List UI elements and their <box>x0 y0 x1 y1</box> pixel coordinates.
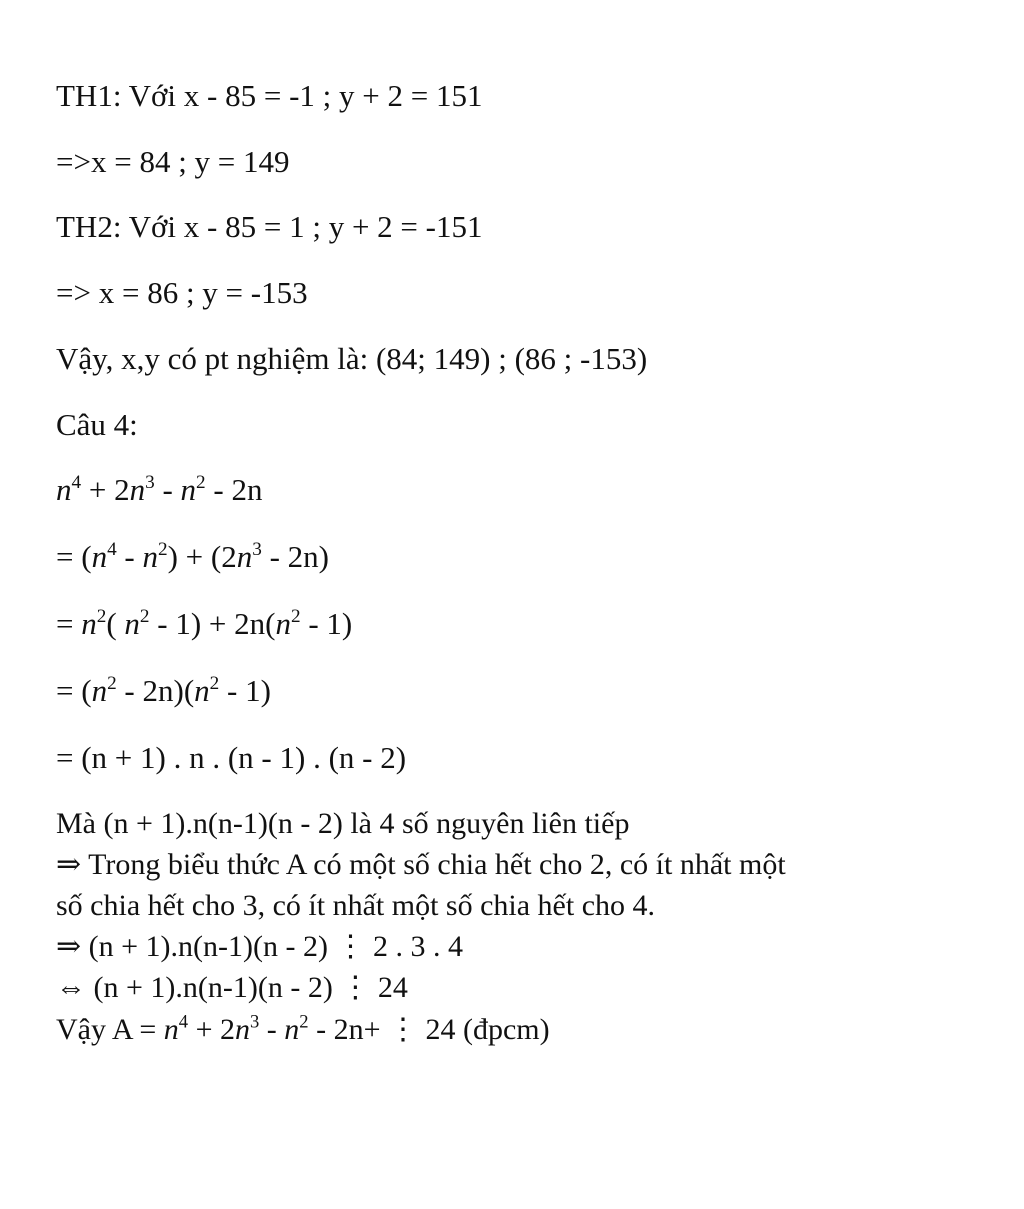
math-line-grouping: = $(n^4 - n^2) + (2n^3 - 2n)$ <box>56 539 330 574</box>
math-line-factoring: = $n^2$( $n^2 - 1) + 2n(n^2 - 1)$ <box>56 606 353 641</box>
math-line-expression: $n^4 + 2n^3 - n^2 - 2n$ <box>56 472 263 507</box>
question-4-heading: Câu 4: <box>56 407 138 442</box>
reasoning-line-2: ⇒ Trong biểu thức A có một số chia hết cho 2, có ít nhất một <box>56 848 786 881</box>
reasoning-line-4: ⇒ (n + 1).n(n-1)(n - 2) ⋮ 2 . 3 . 4 <box>56 930 463 963</box>
reasoning-line-3: số chia hết cho 3, có ít nhất một số chia hết cho 4. <box>56 889 656 922</box>
reasoning-line-1: Mà (n + 1).n(n-1)(n - 2) là 4 số nguyên liên tiếp <box>56 807 630 840</box>
case-2-result-line: => x = 86 ; y = -153 <box>56 275 308 310</box>
case-1-result-line: =>x = 84 ; y = 149 <box>56 144 290 179</box>
reasoning-line-5: ⇔ (n + 1).n(n-1)(n - 2) ⋮ 24 <box>56 971 408 1004</box>
math-line-consecutive: = (n + 1) . n . (n - 1) . (n - 2) <box>56 740 407 775</box>
conclusion-line: Vậy $A = n^4 + 2n^3 - n^2 - 2n+$ ⋮ 24 (đpcm) <box>56 1011 550 1046</box>
math-line-product: = $(n^2 - 2n)(n^2 - 1)$ <box>56 673 271 708</box>
case-2-line: TH2: Với x - 85 = 1 ; y + 2 = -151 <box>56 209 483 244</box>
case-1-line: TH1: Với x - 85 = -1 ; y + 2 = 151 <box>56 78 483 113</box>
solution-summary-line: Vậy, x,y có pt nghiệm là: (84; 149) ; (86 ; -153) <box>56 341 648 376</box>
